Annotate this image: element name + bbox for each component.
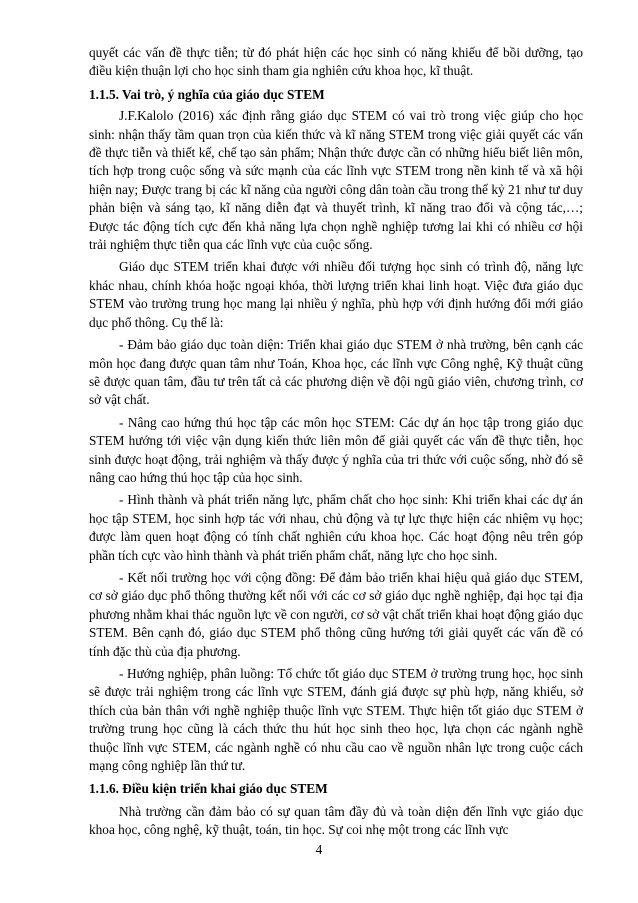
document-page [89, 44, 583, 840]
role-paragraph: J.F.Kalolo (2016) xác định rằng giáo dục STEM có vai trò trong việc giúp cho học sinh: nhận thấy tầm quan trọn của kiến thức và kĩ năng STEM trong việc giải quyết các vấn đề thực tiễn và thiết kế, chế tạo sản phẩm; Nhận thức được cần có những hiểu biết liên môn, tích hợp trong cuộc sống và sức mạnh của các lĩnh vực STEM trong nền kinh tế và xã hội hiện nay; Được trang bị các kĩ năng của người công dân toàn cầu trong thế kỷ 21 như tư duy phản biện và sáng tạo, kĩ năng diễn đạt và thuyết trình, kĩ năng trao đổi và cộng tác,…; Được tác động tích cực đến khả năng lựa chọn nghề nghiệp tương lai khi có nhiều cơ hội trải nghiệm thực tiễn qua các lĩnh vực của cuộc sống. [89, 108, 583, 253]
benefit-list [89, 336, 583, 775]
section-heading-1-1-6: 1.1.6. Điều kiện triển khai giáo dục STEM [89, 781, 328, 797]
benefit-item-career-orientation: - Hướng nghiệp, phân luồng: Tổ chức tốt giáo dục STEM ở trường trung học, học sinh sẽ được trải nghiệm trong các lĩnh vực STEM, đánh giá được sự phù hợp, năng khiếu, sở thích của bản thân với nghề nghiệp thuộc lĩnh vực STEM. Thực hiện tốt giáo dục STEM ở trường trung học cũng là cách thức thu hút học sinh theo học, lựa chọn các ngành nghề thuộc lĩnh vực STEM, các ngành nghề có nhu cầu cao về nguồn nhân lực trong cuộc cách mạng công nghiệp lần thứ tư. [89, 666, 583, 774]
conditions-paragraph: Nhà trường cần đảm bảo có sự quan tâm đầy đủ và toàn diện đến lĩnh vực giáo dục khoa học, công nghệ, kỹ thuật, toán, tin học. Sự coi nhẹ một trong các lĩnh vực [89, 803, 583, 838]
section-heading-1-1-5: 1.1.5. Vai trò, ý nghĩa của giáo dục STEM [89, 86, 325, 102]
benefit-item-community-connection: - Kết nối trường học với cộng đồng: Để đảm bảo triển khai hiệu quả giáo dục STEM, cơ sở giáo dục phổ thông thường kết nối với các cơ sở giáo dục nghề nghiệp, đại học tại địa phương nhằm khai thác nguồn lực về con người, cơ sở vật chất triển khai hoạt động giáo dục STEM. Bên cạnh đó, giáo dục STEM phổ thông cũng hướng tới giải quyết các vấn đề có tính đặc thù của địa phương. [89, 569, 583, 659]
benefit-item-learning-interest: - Nâng cao hứng thú học tập các môn học STEM: Các dự án học tập trong giáo dục STEM hướng tới việc vận dụng kiến thức liên môn để giải quyết các vấn đề thực tiễn, học sinh được hoạt động, trải nghiệm và thấy được ý nghĩa của tri thức với cuộc sống, nhờ đó sẽ nâng cao hứng thú học tập của học sinh. [89, 414, 583, 485]
significance-paragraph: Giáo dục STEM triển khai được với nhiều đối tượng học sinh có trình độ, năng lực khác nhau, chính khóa hoặc ngoại khóa, thời lượng triển khai linh hoạt. Việc đưa giáo dục STEM vào trường trung học mang lại nhiều ý nghĩa, phù hợp với định hướng đổi mới giáo dục phổ thông. Cụ thể là: [89, 259, 583, 330]
page-number: 4 [315, 842, 323, 857]
benefit-item-competency-development: - Hình thành và phát triển năng lực, phẩm chất cho học sinh: Khi triển khai các dự án học tập STEM, học sinh hợp tác với nhau, chủ động và tự lực thực hiện các nhiệm vụ học; được làm quen hoạt động có tính chất nghiên cứu khoa học. Các hoạt động nêu trên góp phần tích cực vào hình thành và phát triển phẩm chất, năng lực cho học sinh. [89, 492, 583, 563]
benefit-item-comprehensive-education: - Đảm bảo giáo dục toàn diện: Triển khai giáo dục STEM ở nhà trường, bên cạnh các môn học đang được quan tâm như Toán, Khoa học, các lĩnh vực Công nghệ, Kỹ thuật cũng sẽ được quan tâm, đầu tư trên tất cả các phương diện về đội ngũ giáo viên, chương trình, cơ sở vật chất. [89, 337, 583, 408]
intro-continuation-paragraph: quyết các vấn đề thực tiễn; từ đó phát hiện các học sinh có năng khiếu để bồi dưỡng, tạo điều kiện thuận lợi cho học sinh tham gia nghiên cứu khoa học, kĩ thuật. [89, 45, 583, 79]
